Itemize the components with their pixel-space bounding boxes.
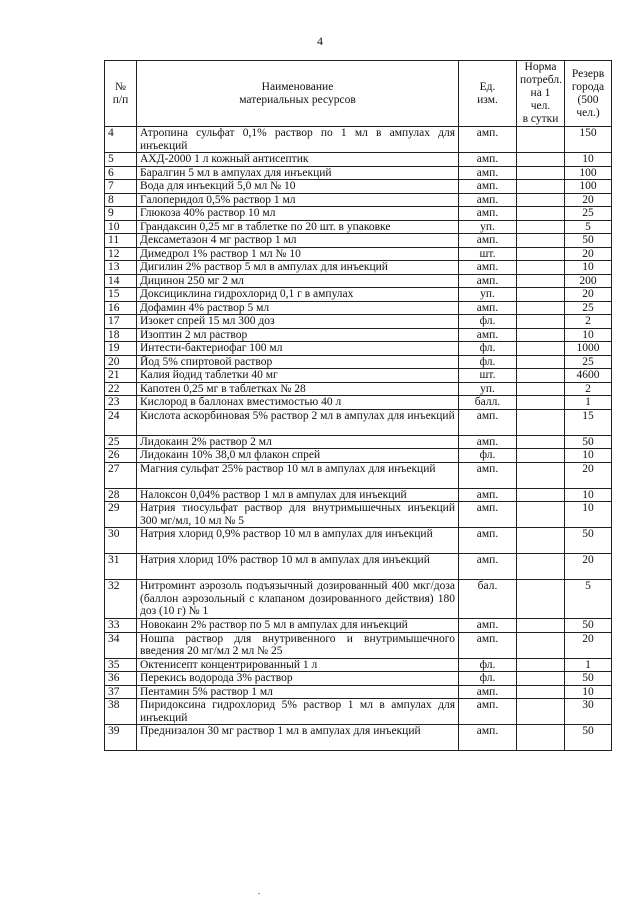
table-body	[105, 127, 612, 751]
row-number: 25	[105, 435, 137, 449]
resource-name: Йод 5% спиртовой раствор	[137, 355, 459, 369]
resource-name: Магния сульфат 25% раствор 10 мл в ампулах для инъекций	[137, 462, 459, 488]
norm-per-person	[517, 619, 565, 633]
resources-table	[104, 60, 612, 751]
norm-per-person	[517, 315, 565, 329]
row-number: 16	[105, 301, 137, 315]
row-number: 32	[105, 580, 137, 619]
city-reserve: 20	[565, 462, 612, 488]
resource-name: Новокаин 2% раствор по 5 мл в ампулах для инъекций	[137, 619, 459, 633]
table-row	[105, 632, 612, 658]
resource-name: Вода для инъекций 5,0 мл № 10	[137, 180, 459, 194]
norm-per-person	[517, 699, 565, 725]
row-number: 18	[105, 328, 137, 342]
table-row	[105, 355, 612, 369]
row-number: 11	[105, 234, 137, 248]
norm-per-person	[517, 462, 565, 488]
resource-name: Налоксон 0,04% раствор 1 мл в ампулах для инъекций	[137, 488, 459, 502]
city-reserve: 10	[565, 261, 612, 275]
norm-per-person	[517, 247, 565, 261]
row-number: 29	[105, 502, 137, 528]
norm-per-person	[517, 342, 565, 356]
table-row	[105, 166, 612, 180]
header-norm: Норма потребл. на 1 чел. в сутки	[517, 61, 565, 127]
header-name: Наименование материальных ресурсов	[137, 61, 459, 127]
unit: амп.	[459, 127, 517, 153]
resource-name: Грандаксин 0,25 мг в таблетке по 20 шт. в упаковке	[137, 220, 459, 234]
resource-name: Калия йодид таблетки 40 мг	[137, 369, 459, 383]
table-row	[105, 247, 612, 261]
city-reserve: 1	[565, 396, 612, 410]
unit: амп.	[459, 153, 517, 167]
resource-name: Изоптин 2 мл раствор	[137, 328, 459, 342]
table-row	[105, 153, 612, 167]
norm-per-person	[517, 301, 565, 315]
table-row	[105, 554, 612, 580]
norm-per-person	[517, 328, 565, 342]
city-reserve: 50	[565, 435, 612, 449]
resource-name: Атропина сульфат 0,1% раствор по 1 мл в ампулах для инъекций	[137, 127, 459, 153]
row-number: 12	[105, 247, 137, 261]
header-unit: Ед. изм.	[459, 61, 517, 127]
unit: фл.	[459, 672, 517, 686]
resource-name: Галоперидол 0,5% раствор 1 мл	[137, 193, 459, 207]
unit: амп.	[459, 274, 517, 288]
city-reserve: 4600	[565, 369, 612, 383]
resource-name: Дицинон 250 мг 2 мл	[137, 274, 459, 288]
unit: амп.	[459, 301, 517, 315]
row-number: 28	[105, 488, 137, 502]
unit: амп.	[459, 502, 517, 528]
unit: амп.	[459, 234, 517, 248]
norm-per-person	[517, 488, 565, 502]
table-row	[105, 699, 612, 725]
norm-per-person	[517, 435, 565, 449]
row-number: 10	[105, 220, 137, 234]
unit: бал.	[459, 580, 517, 619]
resource-name: Дигилин 2% раствор 5 мл в ампулах для инъекций	[137, 261, 459, 275]
table-row	[105, 288, 612, 302]
city-reserve: 5	[565, 220, 612, 234]
row-number: 34	[105, 632, 137, 658]
city-reserve: 5	[565, 580, 612, 619]
resource-name: Изокет спрей 15 мл 300 доз	[137, 315, 459, 329]
city-reserve: 15	[565, 409, 612, 435]
unit: амп.	[459, 725, 517, 751]
table-row	[105, 658, 612, 672]
table-row	[105, 234, 612, 248]
row-number: 27	[105, 462, 137, 488]
row-number: 24	[105, 409, 137, 435]
city-reserve: 2	[565, 382, 612, 396]
table-header-row	[105, 61, 612, 127]
norm-per-person	[517, 369, 565, 383]
table-row	[105, 619, 612, 633]
table-row	[105, 274, 612, 288]
resource-name: Капотен 0,25 мг в таблетках № 28	[137, 382, 459, 396]
unit: амп.	[459, 166, 517, 180]
row-number: 36	[105, 672, 137, 686]
row-number: 7	[105, 180, 137, 194]
norm-per-person	[517, 382, 565, 396]
header-reserve: Резерв города (500 чел.)	[565, 61, 612, 127]
norm-per-person	[517, 180, 565, 194]
row-number: 30	[105, 528, 137, 554]
row-number: 23	[105, 396, 137, 410]
table-row	[105, 301, 612, 315]
row-number: 8	[105, 193, 137, 207]
resource-name: Димедрол 1% раствор 1 мл № 10	[137, 247, 459, 261]
unit: фл.	[459, 658, 517, 672]
norm-per-person	[517, 355, 565, 369]
city-reserve: 50	[565, 234, 612, 248]
resource-name: АХД-2000 1 л кожный антисептик	[137, 153, 459, 167]
resource-name: Нитроминт аэрозоль подъязычный дозированный 400 мкг/доза (баллон аэрозольный с клапаном дозированного действия) 180 доз (10 г) № 1	[137, 580, 459, 619]
table-row	[105, 435, 612, 449]
unit: амп.	[459, 528, 517, 554]
scan-speck	[258, 893, 260, 894]
row-number: 35	[105, 658, 137, 672]
city-reserve: 20	[565, 554, 612, 580]
unit: амп.	[459, 207, 517, 221]
city-reserve: 20	[565, 247, 612, 261]
row-number: 37	[105, 685, 137, 699]
table-row	[105, 409, 612, 435]
resource-name: Лидокаин 10% 38,0 мл флакон спрей	[137, 449, 459, 463]
resource-name: Глюкоза 40% раствор 10 мл	[137, 207, 459, 221]
unit: амп.	[459, 193, 517, 207]
table-row	[105, 180, 612, 194]
resource-name: Доксициклина гидрохлорид 0,1 г в ампулах	[137, 288, 459, 302]
unit: амп.	[459, 409, 517, 435]
city-reserve: 10	[565, 153, 612, 167]
table-row	[105, 488, 612, 502]
city-reserve: 50	[565, 528, 612, 554]
row-number: 5	[105, 153, 137, 167]
row-number: 4	[105, 127, 137, 153]
norm-per-person	[517, 274, 565, 288]
row-number: 20	[105, 355, 137, 369]
resource-name: Натрия хлорид 0,9% раствор 10 мл в ампулах для инъекций	[137, 528, 459, 554]
row-number: 13	[105, 261, 137, 275]
unit: амп.	[459, 632, 517, 658]
page-number: 4	[317, 34, 323, 48]
resource-name: Пиридоксина гидрохлорид 5% раствор 1 мл в ампулах для инъекций	[137, 699, 459, 725]
city-reserve: 25	[565, 207, 612, 221]
table-row	[105, 528, 612, 554]
table-row	[105, 462, 612, 488]
unit: фл.	[459, 355, 517, 369]
city-reserve: 20	[565, 288, 612, 302]
norm-per-person	[517, 658, 565, 672]
norm-per-person	[517, 502, 565, 528]
resource-name: Пентамин 5% раствор 1 мл	[137, 685, 459, 699]
table-row	[105, 396, 612, 410]
resource-name: Октенисепт концентрированный 1 л	[137, 658, 459, 672]
row-number: 9	[105, 207, 137, 221]
city-reserve: 10	[565, 685, 612, 699]
resource-name: Дексаметазон 4 мг раствор 1 мл	[137, 234, 459, 248]
city-reserve: 1	[565, 658, 612, 672]
table-row	[105, 342, 612, 356]
norm-per-person	[517, 528, 565, 554]
table-row	[105, 220, 612, 234]
city-reserve: 20	[565, 193, 612, 207]
row-number: 17	[105, 315, 137, 329]
resource-name: Лидокаин 2% раствор 2 мл	[137, 435, 459, 449]
norm-per-person	[517, 632, 565, 658]
table-row	[105, 261, 612, 275]
unit: амп.	[459, 462, 517, 488]
city-reserve: 50	[565, 619, 612, 633]
city-reserve: 30	[565, 699, 612, 725]
norm-per-person	[517, 672, 565, 686]
row-number: 21	[105, 369, 137, 383]
city-reserve: 10	[565, 328, 612, 342]
city-reserve: 2	[565, 315, 612, 329]
resource-name: Дофамин 4% раствор 5 мл	[137, 301, 459, 315]
norm-per-person	[517, 127, 565, 153]
norm-per-person	[517, 685, 565, 699]
resource-name: Баралгин 5 мл в ампулах для инъекций	[137, 166, 459, 180]
city-reserve: 50	[565, 672, 612, 686]
city-reserve: 10	[565, 488, 612, 502]
unit: амп.	[459, 261, 517, 275]
norm-per-person	[517, 261, 565, 275]
city-reserve: 25	[565, 355, 612, 369]
row-number: 38	[105, 699, 137, 725]
unit: амп.	[459, 180, 517, 194]
unit: амп.	[459, 685, 517, 699]
norm-per-person	[517, 409, 565, 435]
city-reserve: 200	[565, 274, 612, 288]
table-row	[105, 315, 612, 329]
table-row	[105, 672, 612, 686]
norm-per-person	[517, 234, 565, 248]
table-row	[105, 207, 612, 221]
table-row	[105, 685, 612, 699]
unit: амп.	[459, 619, 517, 633]
norm-per-person	[517, 554, 565, 580]
table-row	[105, 369, 612, 383]
unit: уп.	[459, 382, 517, 396]
resource-name: Интести-бактериофаг 100 мл	[137, 342, 459, 356]
resource-name: Кислота аскорбиновая 5% раствор 2 мл в ампулах для инъекций	[137, 409, 459, 435]
norm-per-person	[517, 207, 565, 221]
unit: амп.	[459, 328, 517, 342]
row-number: 26	[105, 449, 137, 463]
resource-name: Перекись водорода 3% раствор	[137, 672, 459, 686]
city-reserve: 25	[565, 301, 612, 315]
unit: шт.	[459, 247, 517, 261]
row-number: 31	[105, 554, 137, 580]
table-row	[105, 502, 612, 528]
row-number: 6	[105, 166, 137, 180]
unit: балл.	[459, 396, 517, 410]
resource-name: Ношпа раствор для внутривенного и внутримышечного введения 20 мг/мл 2 мл № 25	[137, 632, 459, 658]
city-reserve: 50	[565, 725, 612, 751]
city-reserve: 100	[565, 166, 612, 180]
unit: амп.	[459, 488, 517, 502]
norm-per-person	[517, 288, 565, 302]
unit: фл.	[459, 449, 517, 463]
header-number: № п/п	[105, 61, 137, 127]
norm-per-person	[517, 166, 565, 180]
city-reserve: 10	[565, 502, 612, 528]
row-number: 22	[105, 382, 137, 396]
row-number: 19	[105, 342, 137, 356]
norm-per-person	[517, 580, 565, 619]
unit: амп.	[459, 699, 517, 725]
unit: шт.	[459, 369, 517, 383]
city-reserve: 1000	[565, 342, 612, 356]
unit: уп.	[459, 220, 517, 234]
city-reserve: 20	[565, 632, 612, 658]
row-number: 33	[105, 619, 137, 633]
norm-per-person	[517, 153, 565, 167]
unit: амп.	[459, 554, 517, 580]
row-number: 39	[105, 725, 137, 751]
table-row	[105, 328, 612, 342]
table-row	[105, 725, 612, 751]
unit: уп.	[459, 288, 517, 302]
row-number: 15	[105, 288, 137, 302]
unit: фл.	[459, 342, 517, 356]
table-row	[105, 127, 612, 153]
table-row	[105, 449, 612, 463]
unit: амп.	[459, 435, 517, 449]
norm-per-person	[517, 396, 565, 410]
city-reserve: 100	[565, 180, 612, 194]
unit: фл.	[459, 315, 517, 329]
table-row	[105, 580, 612, 619]
resource-name: Натрия хлорид 10% раствор 10 мл в ампулах для инъекций	[137, 554, 459, 580]
resource-name: Натрия тиосульфат раствор для внутримышечных инъекций 300 мг/мл, 10 мл № 5	[137, 502, 459, 528]
norm-per-person	[517, 725, 565, 751]
city-reserve: 150	[565, 127, 612, 153]
resource-name: Преднизалон 30 мг раствор 1 мл в ампулах для инъекций	[137, 725, 459, 751]
table-row	[105, 193, 612, 207]
norm-per-person	[517, 220, 565, 234]
row-number: 14	[105, 274, 137, 288]
table-row	[105, 382, 612, 396]
resource-name: Кислород в баллонах вместимостью 40 л	[137, 396, 459, 410]
norm-per-person	[517, 193, 565, 207]
norm-per-person	[517, 449, 565, 463]
city-reserve: 10	[565, 449, 612, 463]
